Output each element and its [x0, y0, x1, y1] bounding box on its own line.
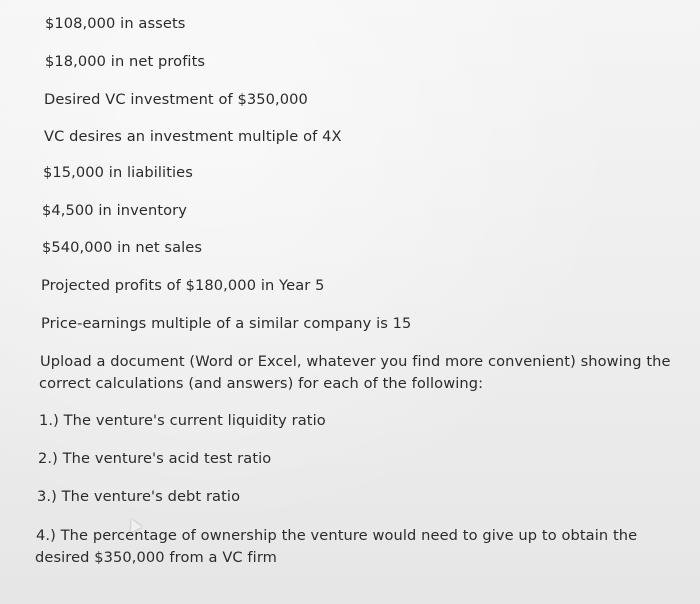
question-current-ratio: 1.) The venture's current liquidity ratio — [39, 412, 326, 429]
fact-projected-profits: Projected profits of $180,000 in Year 5 — [41, 277, 325, 294]
question-debt-ratio: 3.) The venture's debt ratio — [37, 488, 241, 505]
question-ownership-line-1: 4.) The percentage of ownership the venture would need to give up to obtain the — [36, 527, 638, 544]
instructions-line-2: correct calculations (and answers) for each of the following: — [39, 375, 484, 392]
fact-net-sales: $540,000 in net sales — [42, 239, 203, 256]
fact-inventory: $4,500 in inventory — [42, 202, 188, 219]
fact-net-profits: $18,000 in net profits — [45, 53, 206, 70]
question-acid-test-ratio: 2.) The venture's acid test ratio — [38, 450, 272, 467]
fact-liabilities: $15,000 in liabilities — [43, 164, 193, 181]
instructions-line-1: Upload a document (Word or Excel, whatever you find more convenient) showing the — [40, 353, 671, 370]
fact-investment-multiple: VC desires an investment multiple of 4X — [44, 128, 342, 145]
fact-assets: $108,000 in assets — [45, 15, 186, 32]
fact-pe-multiple: Price-earnings multiple of a similar company is 15 — [41, 315, 412, 332]
fact-desired-vc-investment: Desired VC investment of $350,000 — [44, 91, 308, 108]
question-ownership-line-2: desired $350,000 from a VC firm — [35, 549, 277, 566]
